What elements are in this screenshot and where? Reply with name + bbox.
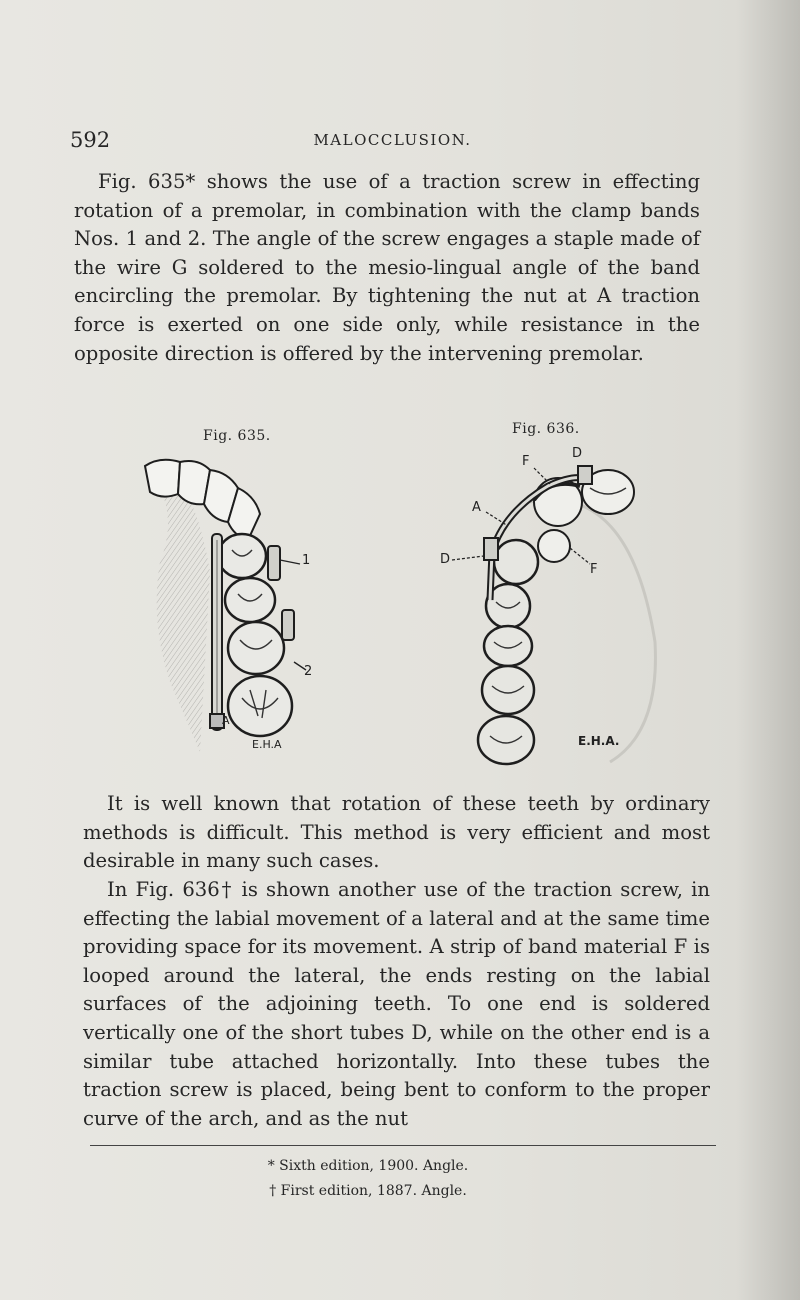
page-number: 592 (70, 128, 111, 152)
leader-a (486, 512, 508, 526)
lateral-and-posterior-teeth (478, 540, 538, 764)
figure-635-illustration (140, 452, 325, 760)
illustrator-signature: E.H.A (252, 738, 282, 751)
paragraph-fig-636-description: In Fig. 636† is shown another use of the traction screw, in effecting the labial movement of a lateral and at the same time providing space for its movement. A strip of band material F is looped around the lateral, the ends resting on the labial surfaces of the adjoining teeth. To one end is soldered vertically one of the short tubes D, while on the other end is a similar tube attached horizontally. Into these tubes the traction screw is placed, being bent to conform to the proper curve of the arch, and as the nut (83, 878, 710, 1130)
label-a: A (472, 500, 481, 515)
paragraph-rotation-difficulty: It is well known that rotation of these teeth by ordinary methods is difficult. This method is very efficient and most desirable in many such cases. (83, 792, 710, 873)
footnote-rule (90, 1145, 716, 1146)
label-nut-a: A (222, 714, 230, 727)
label-f-right: F (590, 562, 598, 577)
label-f-top: F (522, 454, 530, 469)
palate-shading (150, 472, 210, 752)
label-band-2: 2 (304, 664, 313, 679)
figure-636-caption: Fig. 636. (512, 421, 580, 437)
illustrator-signature-636: E.H.A. (578, 734, 620, 748)
label-band-1: 1 (302, 553, 311, 568)
footnote-first-edition: † First edition, 1887. Angle. (269, 1183, 467, 1199)
traction-screw (210, 534, 224, 730)
leader-f-right (570, 548, 590, 564)
figure-635-caption: Fig. 635. (203, 428, 271, 444)
leader-line-1 (280, 560, 300, 564)
figure-636-illustration (430, 442, 660, 772)
anterior-teeth (145, 460, 260, 540)
lateral-movement-drawing (430, 442, 660, 772)
running-title: MALOCCLUSION. (313, 131, 472, 149)
paragraph-fig-635-description: Fig. 635* shows the use of a traction screw in effecting rotation of a premolar, in combination with the clamp bands Nos. 1 and 2. The angle of the screw engages a staple made of the wire G soldered to the mesio-lingual angle of the band encircling the premolar. By tightening the nut at A traction force is exerted on one side only, while resistance in the opposite direction is offered by the intervening premolar. (74, 170, 700, 365)
footnote-sixth-edition: * Sixth edition, 1900. Angle. (267, 1158, 469, 1174)
label-d-left: D (440, 552, 451, 567)
running-head (70, 128, 715, 158)
dental-arch-drawing (140, 452, 325, 760)
label-d-top: D (572, 446, 583, 461)
leader-d-left (452, 556, 484, 560)
